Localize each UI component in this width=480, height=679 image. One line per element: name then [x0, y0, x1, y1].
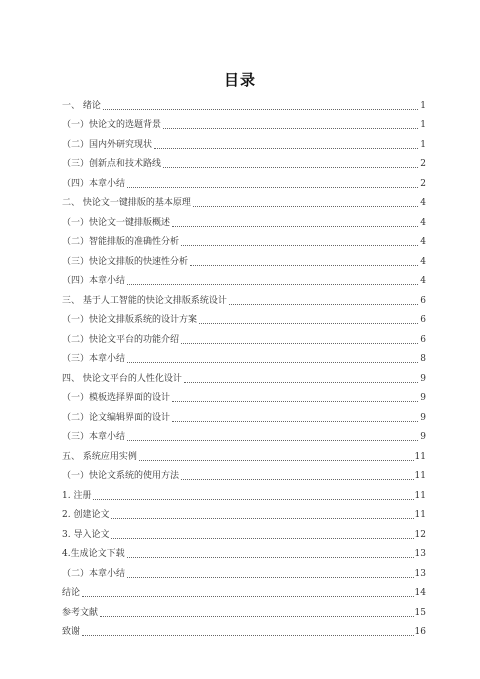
toc-leader-dots [199, 323, 418, 324]
toc-entry-label: （二）智能排版的准确性分析 [62, 237, 180, 247]
toc-entry-label: 三、 基于人工智能的快论文排版系统设计 [62, 295, 227, 306]
toc-entry-label: （三）创新点和技术路线 [62, 159, 162, 169]
toc-entry-label: 参考文献 [62, 607, 99, 618]
toc-entry-page: 12 [414, 529, 426, 540]
toc-entry-page: 4 [420, 198, 426, 208]
toc-entry[interactable] [62, 580, 426, 600]
toc-leader-dots [190, 265, 418, 266]
toc-leader-dots [103, 109, 418, 110]
toc-entry-page: 6 [420, 315, 426, 325]
toc-leader-dots [172, 226, 418, 227]
toc-entry-page: 13 [414, 549, 426, 559]
toc-leader-dots [100, 616, 414, 617]
toc-entry[interactable] [62, 112, 426, 132]
toc-entry-label: （二）快论文平台的功能介绍 [62, 334, 180, 345]
toc-entry-page: 1 [420, 139, 426, 150]
toc-entry-page: 11 [414, 510, 426, 520]
toc-entry-label: 二、 快论文一键排版的基本原理 [62, 198, 191, 208]
toc-leader-dots [163, 167, 418, 168]
toc-entry-label: （一）模板选择界面的设计 [62, 393, 171, 403]
toc-entry[interactable] [62, 619, 426, 639]
toc-entry-label: 四、 快论文平台的人性化设计 [62, 373, 182, 384]
toc-leader-dots [181, 479, 414, 480]
toc-entry-page: 9 [420, 432, 426, 442]
toc-entry-page: 15 [414, 607, 426, 618]
toc-entry[interactable] [62, 248, 426, 268]
toc-entry[interactable] [62, 287, 426, 307]
toc-entry-label: （二）论文编辑界面的设计 [62, 412, 171, 423]
toc-entry[interactable] [62, 365, 426, 385]
toc-leader-dots [127, 362, 418, 363]
toc-entry-page: 8 [420, 354, 426, 364]
toc-entry[interactable] [62, 443, 426, 463]
toc-entry-label: （三）本章小结 [62, 354, 126, 364]
toc-entry[interactable] [62, 599, 426, 619]
toc-leader-dots [127, 577, 414, 578]
toc-entry-label: （三）快论文排版的快速性分析 [62, 256, 189, 267]
toc-leader-dots [127, 187, 418, 188]
toc-entry-page: 9 [420, 393, 426, 403]
toc-entry-page: 11 [414, 451, 426, 462]
toc-entry[interactable] [62, 92, 426, 112]
toc-leader-dots [82, 596, 414, 597]
toc-entry[interactable] [62, 541, 426, 561]
toc-entry-label: （二）国内外研究现状 [62, 139, 153, 150]
toc-leader-dots [229, 304, 418, 305]
toc-entry-page: 11 [414, 471, 426, 481]
toc-entry-page: 4 [420, 217, 426, 228]
toc-entry-label: （一）快论文排版系统的设计方案 [62, 315, 198, 325]
toc-leader-dots [139, 460, 414, 461]
toc-entry-page: 4 [420, 256, 426, 267]
toc-entry-page: 9 [420, 373, 426, 384]
toc-entry-label: 致谢 [62, 627, 81, 637]
toc-entry-page: 6 [420, 334, 426, 345]
toc-entry-page: 1 [420, 120, 426, 130]
toc-entry-label: 2. 创建论文 [62, 510, 110, 520]
toc-entry-label: （一）快论文一键排版概述 [62, 217, 171, 228]
toc-entry-label: （四）本章小结 [62, 276, 126, 286]
toc-entry[interactable] [62, 346, 426, 366]
toc-entry-page: 6 [420, 295, 426, 306]
toc-entry[interactable] [62, 326, 426, 346]
table-of-contents [62, 92, 426, 638]
toc-leader-dots [154, 148, 418, 149]
toc-entry-label: 3. 导入论文 [62, 529, 110, 540]
toc-entry[interactable] [62, 385, 426, 405]
toc-entry-label: （二）本章小结 [62, 568, 126, 579]
toc-leader-dots [82, 635, 414, 636]
toc-entry[interactable] [62, 482, 426, 502]
toc-leader-dots [93, 499, 413, 500]
toc-leader-dots [184, 382, 418, 383]
toc-entry[interactable] [62, 463, 426, 483]
toc-entry-label: 一、 绪论 [62, 100, 101, 111]
toc-entry-label: 4.生成论文下载 [62, 549, 125, 559]
toc-leader-dots [193, 206, 418, 207]
toc-leader-dots [111, 518, 413, 519]
toc-leader-dots [127, 284, 418, 285]
toc-entry-label: （四）本章小结 [62, 178, 126, 189]
toc-leader-dots [127, 440, 418, 441]
toc-entry[interactable] [62, 209, 426, 229]
toc-entry-label: （三）本章小结 [62, 432, 126, 442]
toc-entry-page: 16 [414, 627, 426, 637]
toc-leader-dots [127, 557, 414, 558]
toc-entry-label: 结论 [62, 588, 81, 598]
toc-entry-page: 2 [420, 159, 426, 169]
toc-leader-dots [172, 401, 418, 402]
toc-entry[interactable] [62, 229, 426, 249]
toc-entry[interactable] [62, 131, 426, 151]
toc-entry-page: 1 [420, 100, 426, 111]
toc-leader-dots [181, 245, 418, 246]
toc-entry[interactable] [62, 521, 426, 541]
toc-entry[interactable] [62, 502, 426, 522]
toc-entry-label: 1. 注册 [62, 490, 92, 501]
toc-leader-dots [111, 538, 413, 539]
toc-leader-dots [181, 343, 418, 344]
toc-entry[interactable] [62, 268, 426, 288]
toc-entry-label: （一）快论文系统的使用方法 [62, 471, 180, 481]
toc-entry-page: 13 [414, 568, 426, 579]
toc-entry[interactable] [62, 404, 426, 424]
toc-entry-label: （一）快论文的选题背景 [62, 120, 162, 130]
toc-entry[interactable] [62, 307, 426, 327]
toc-entry-page: 2 [420, 178, 426, 189]
toc-entry-label: 五、 系统应用实例 [62, 451, 137, 462]
toc-entry-page: 14 [414, 588, 426, 598]
toc-entry-page: 9 [420, 412, 426, 423]
page-title: 目录 [223, 71, 256, 89]
toc-leader-dots [172, 421, 418, 422]
toc-entry-page: 4 [420, 237, 426, 247]
toc-entry-page: 11 [414, 490, 426, 501]
toc-entry[interactable] [62, 170, 426, 190]
toc-leader-dots [163, 128, 418, 129]
toc-entry[interactable] [62, 190, 426, 210]
toc-entry[interactable] [62, 424, 426, 444]
toc-entry[interactable] [62, 560, 426, 580]
toc-entry[interactable] [62, 151, 426, 171]
toc-entry-page: 4 [420, 276, 426, 286]
